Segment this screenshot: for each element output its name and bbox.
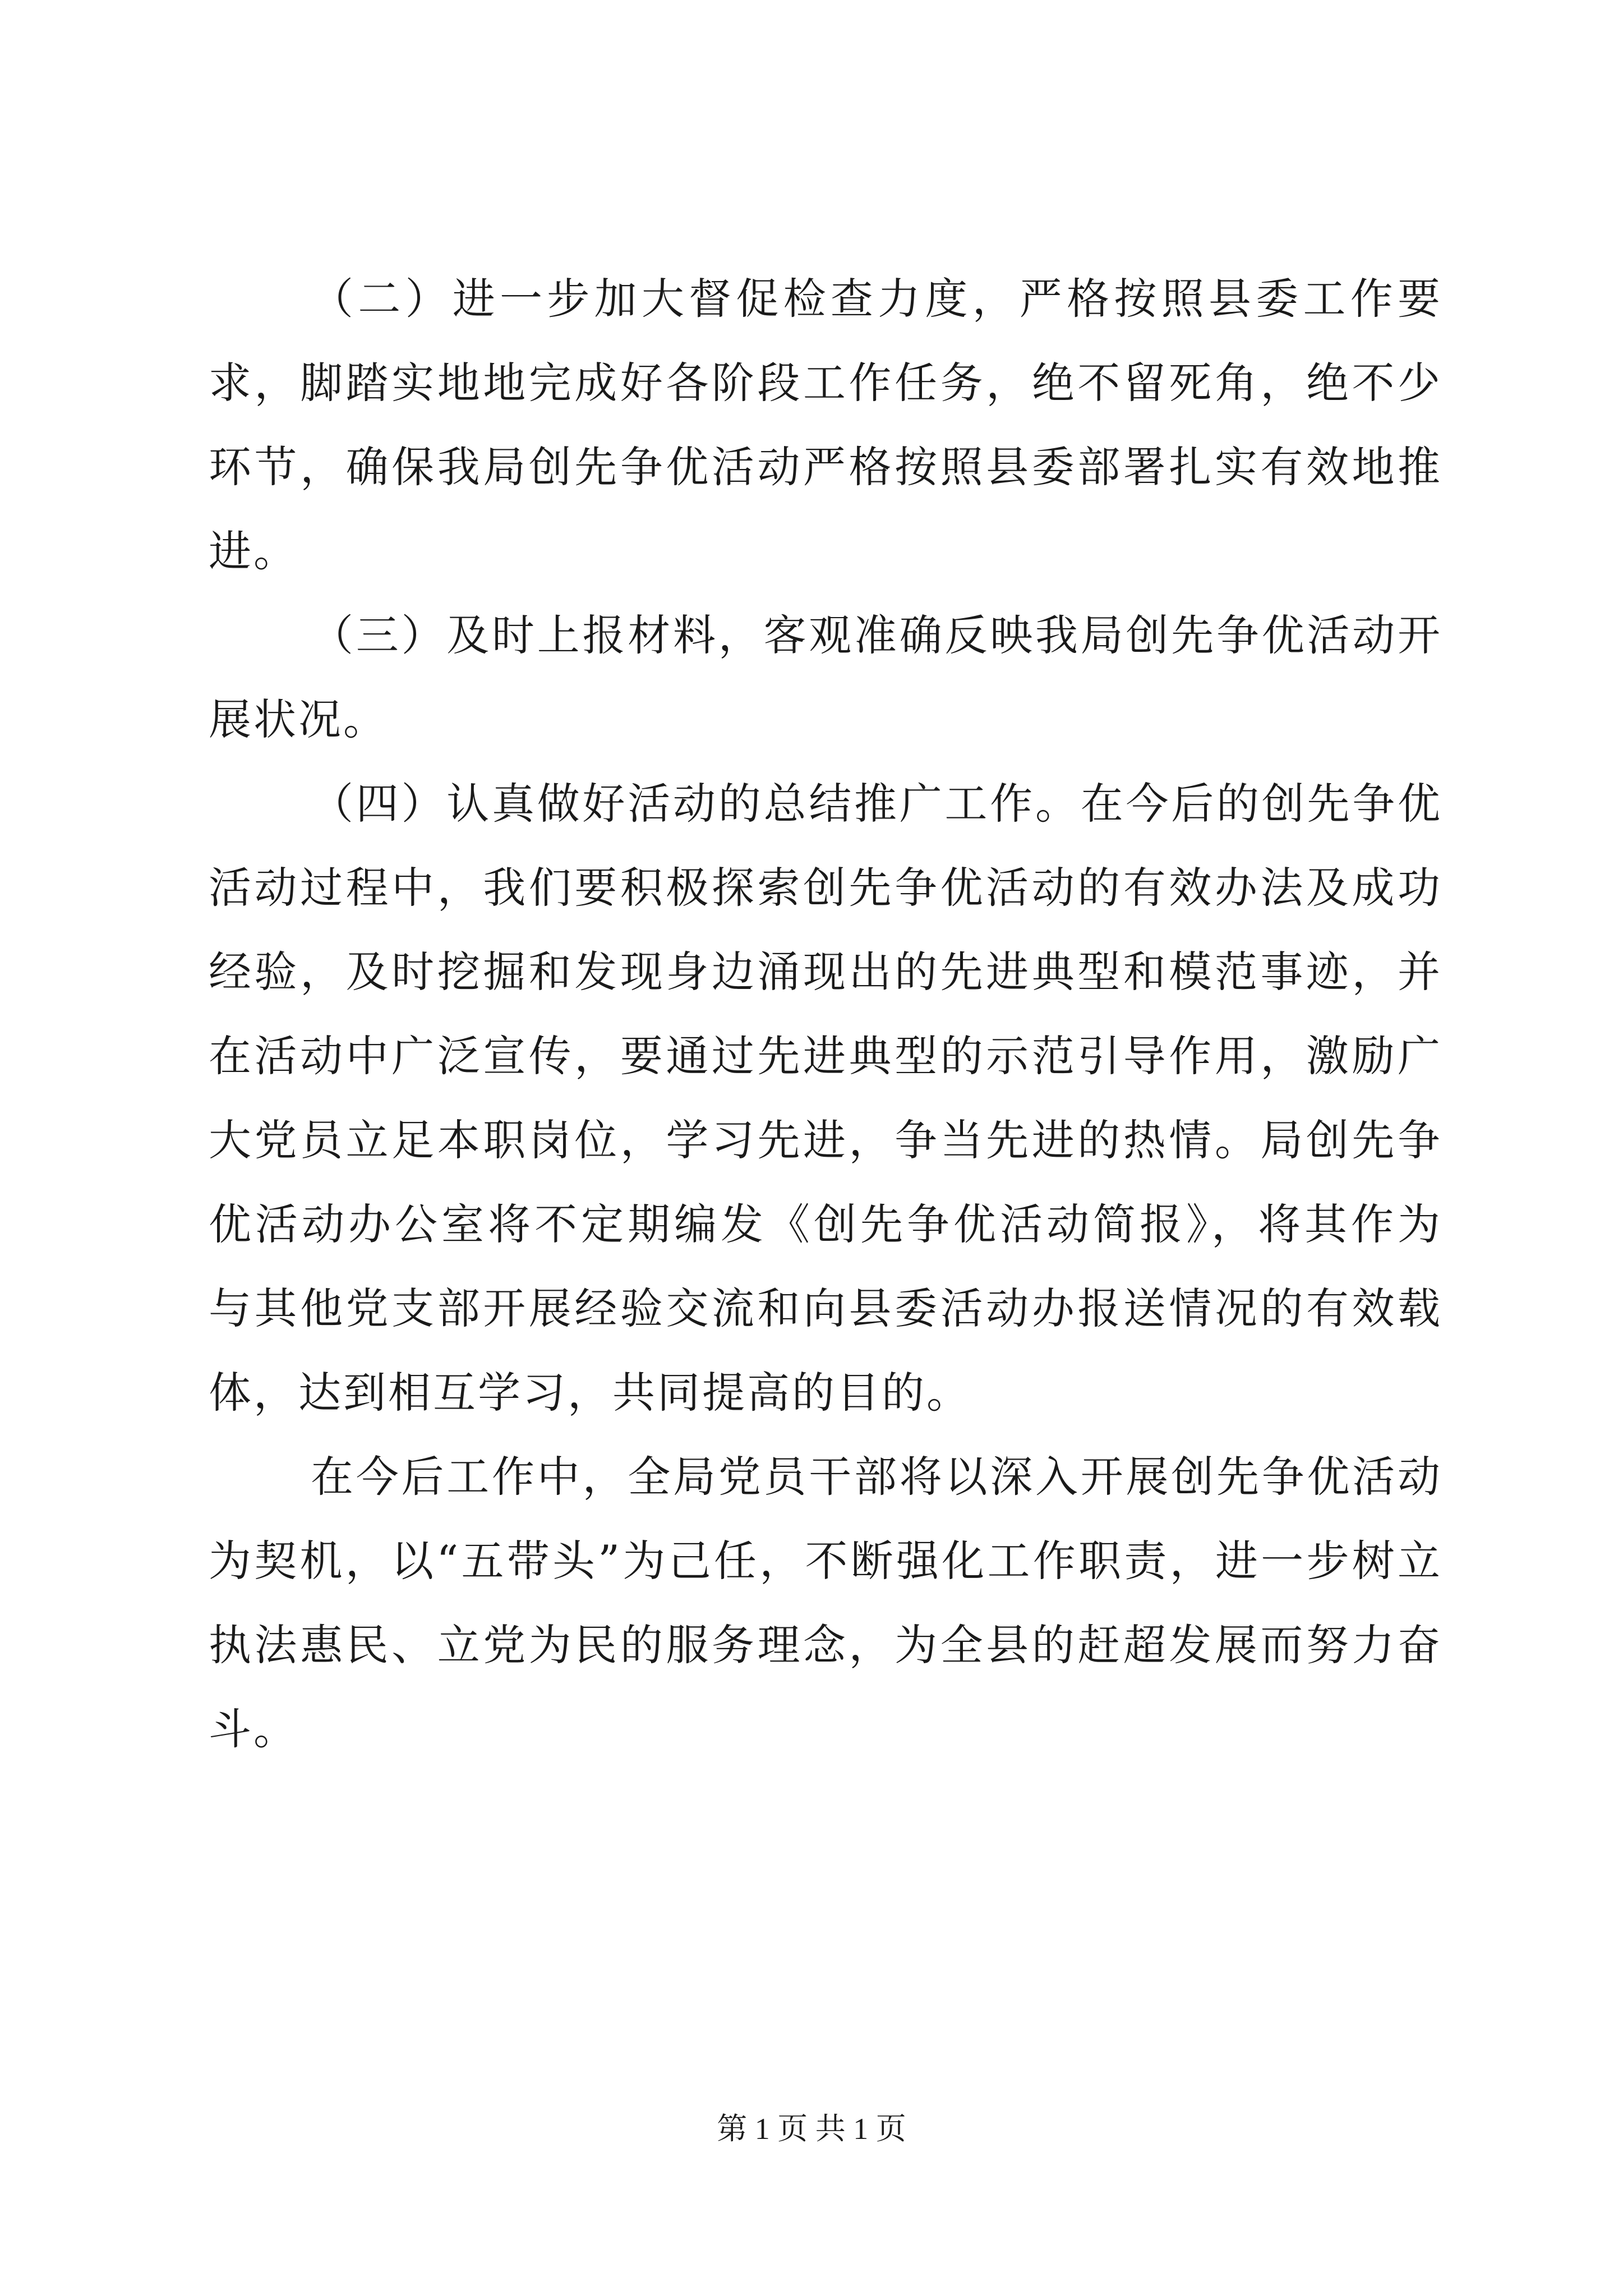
paragraph-reporting: （三）及时上报材料，客观准确反映我局创先争优活动开展状况。: [209, 610, 1442, 744]
paragraph-summary: （四）认真做好活动的总结推广工作。在今后的创先争优活动过程中，我们要积极探索创先争优活动的有效办法及成功经验，及时挖掘和发现身边涌现出的先进典型和模范事迹，并在活动中广泛宣传，要通过先进典型的示范引导作用，激励广大党员立足本职岗位，学习先进，争当先进的热情。局创先争优活动办公室将不定期编发《创先争优活动简报》，将其作为与其他党支部开展经验交流和向县委活动办报送情况的有效载体，达到相互学习，共同提高的目的。: [209, 779, 1442, 1418]
page-number-footer: 第 1 页 共 1 页: [717, 2112, 906, 2146]
document-body: [209, 257, 1442, 1772]
paragraph-conclusion: 在今后工作中，全局党员干部将以深入开展创先争优活动为契机，以“五带头”为己任，不断强化工作职责，进一步树立执法惠民、立党为民的服务理念，为全县的赶超发展而努力奋斗。: [209, 1452, 1442, 1754]
paragraph-inspection: （二）进一步加大督促检查力度，严格按照县委工作要求，脚踏实地地完成好各阶段工作任务，绝不留死角，绝不少环节，确保我局创先争优活动严格按照县委部署扎实有效地推进。: [209, 274, 1442, 576]
